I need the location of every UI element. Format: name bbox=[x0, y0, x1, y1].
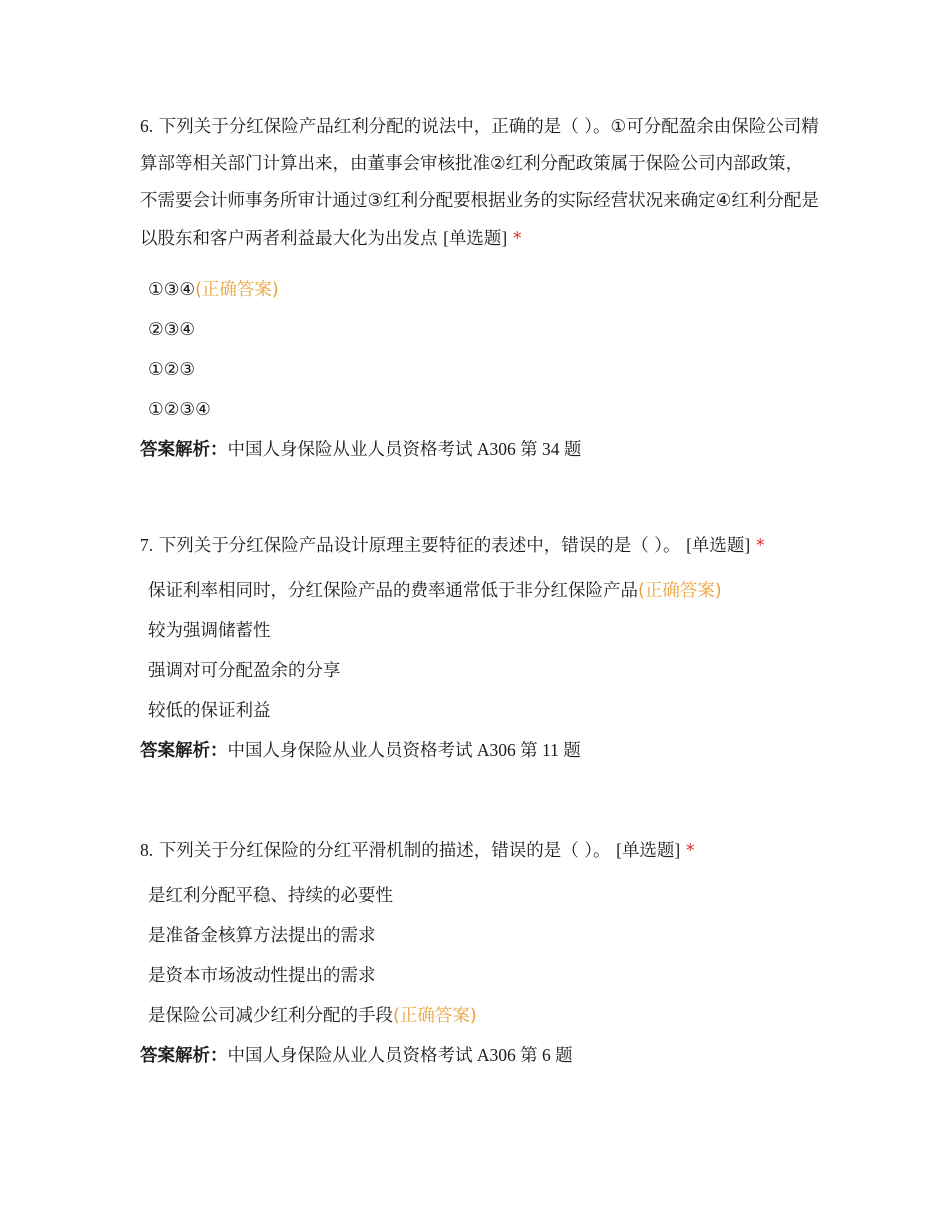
option-label: ①②③④ bbox=[148, 400, 211, 420]
required-marker: * bbox=[755, 536, 765, 556]
answer-analysis bbox=[140, 731, 820, 770]
required-marker: * bbox=[512, 229, 522, 249]
option-list bbox=[140, 571, 820, 731]
question-8 bbox=[140, 832, 820, 1075]
option-c[interactable] bbox=[140, 651, 820, 691]
option-d[interactable] bbox=[140, 691, 820, 731]
option-a[interactable] bbox=[140, 876, 820, 916]
option-b[interactable] bbox=[140, 310, 820, 350]
correct-answer-tag: (正确答案) bbox=[195, 280, 279, 300]
option-d[interactable] bbox=[140, 996, 820, 1036]
question-body: 下列关于分红保险产品红利分配的说法中，正确的是（ ）。①可分配盈余由保险公司精算部等相关部门计算出来，由董事会审核批准②红利分配政策属于保险公司内部政策，不需要会计师事务所审计通过③红利分配要根据业务的实际经营状况来确定④红利分配是以股东和客户两者利益最大化为出发点 bbox=[140, 117, 819, 249]
question-6 bbox=[140, 108, 820, 469]
option-label: 较为强调储蓄性 bbox=[148, 621, 271, 641]
option-b[interactable] bbox=[140, 611, 820, 651]
answer-analysis bbox=[140, 1036, 820, 1075]
option-label: 保证利率相同时，分红保险产品的费率通常低于非分红保险产品 bbox=[148, 581, 638, 601]
required-marker: * bbox=[685, 841, 695, 861]
question-type: [单选题] bbox=[686, 535, 751, 555]
question-text bbox=[140, 832, 820, 870]
analysis-label: 答案解析： bbox=[140, 1046, 228, 1066]
option-label: 较低的保证利益 bbox=[148, 701, 271, 721]
option-label: 是准备金核算方法提出的需求 bbox=[148, 926, 376, 946]
question-7 bbox=[140, 527, 820, 770]
analysis-text: 中国人身保险从业人员资格考试 A306 第 34 题 bbox=[227, 439, 582, 459]
option-label: 强调对可分配盈余的分享 bbox=[148, 661, 341, 681]
option-list bbox=[140, 270, 820, 430]
answer-analysis bbox=[140, 430, 820, 469]
option-c[interactable] bbox=[140, 350, 820, 390]
question-type: [单选题] bbox=[443, 228, 508, 248]
option-label: 是红利分配平稳、持续的必要性 bbox=[148, 886, 393, 906]
question-text bbox=[140, 527, 820, 565]
analysis-label: 答案解析： bbox=[140, 741, 228, 761]
option-c[interactable] bbox=[140, 956, 820, 996]
option-a[interactable] bbox=[140, 571, 820, 611]
correct-answer-tag: (正确答案) bbox=[393, 1006, 477, 1026]
analysis-label: 答案解析： bbox=[140, 440, 228, 460]
analysis-text: 中国人身保险从业人员资格考试 A306 第 11 题 bbox=[227, 740, 581, 760]
question-number: 7. bbox=[140, 535, 154, 555]
option-b[interactable] bbox=[140, 916, 820, 956]
option-label: 是资本市场波动性提出的需求 bbox=[148, 966, 376, 986]
question-type: [单选题] bbox=[616, 840, 681, 860]
question-body: 下列关于分红保险产品设计原理主要特征的表述中，错误的是（ ）。 bbox=[158, 536, 681, 556]
option-d[interactable] bbox=[140, 390, 820, 430]
question-text bbox=[140, 108, 820, 258]
question-number: 8. bbox=[140, 840, 154, 860]
option-label: ②③④ bbox=[148, 320, 196, 340]
option-label: ①③④ bbox=[148, 280, 196, 300]
question-number: 6. bbox=[140, 116, 154, 136]
analysis-text: 中国人身保险从业人员资格考试 A306 第 6 题 bbox=[227, 1045, 573, 1065]
correct-answer-tag: (正确答案) bbox=[638, 581, 722, 601]
question-body: 下列关于分红保险的分红平滑机制的描述，错误的是（ ）。 bbox=[158, 841, 611, 861]
option-a[interactable] bbox=[140, 270, 820, 310]
option-list bbox=[140, 876, 820, 1036]
option-label: 是保险公司减少红利分配的手段 bbox=[148, 1006, 393, 1026]
option-label: ①②③ bbox=[148, 360, 196, 380]
